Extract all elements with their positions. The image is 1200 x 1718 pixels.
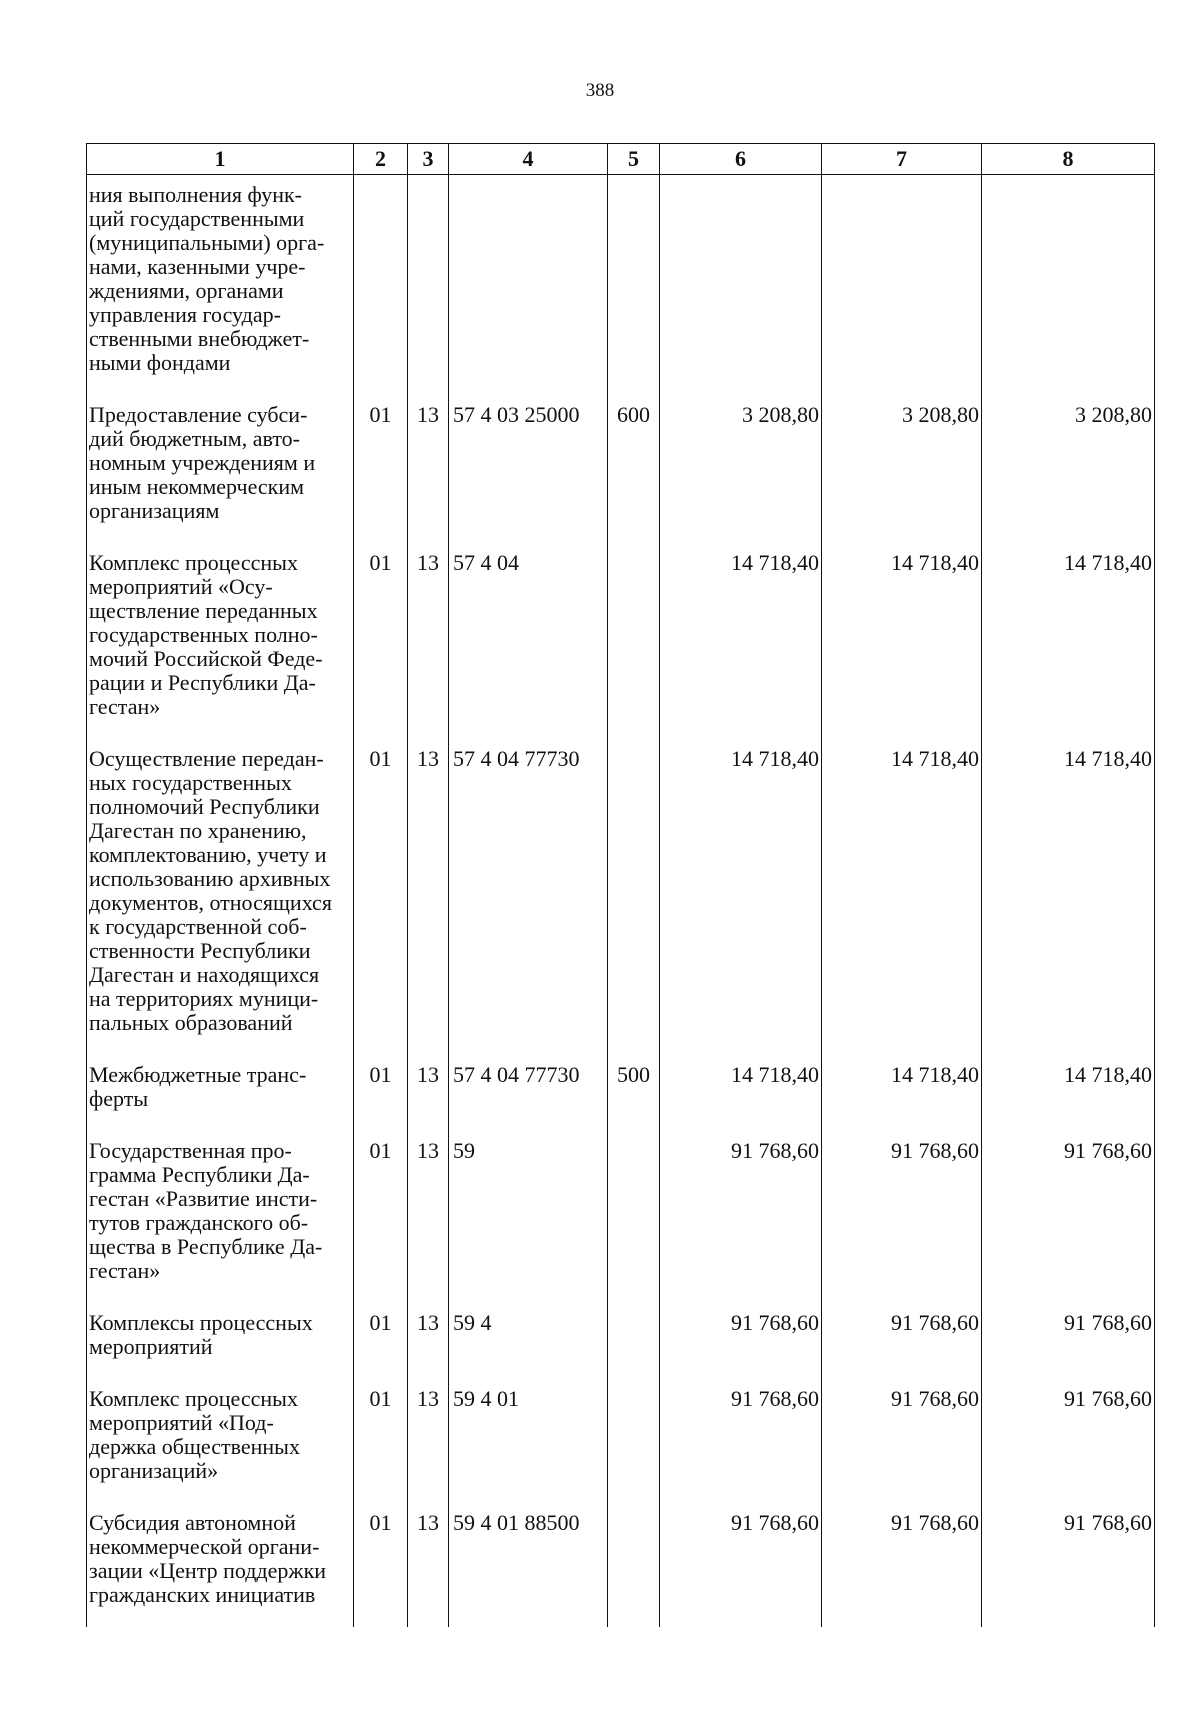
cell-target-code: 57 4 04 77730: [449, 747, 608, 1063]
cell-amount-8: 91 768,60: [982, 1139, 1155, 1311]
cell-section: 01: [354, 1139, 408, 1311]
row-name: Субсидия автономной некоммерческой органи- зации «Центр поддержки гражданских инициатив: [87, 1511, 354, 1627]
cell-subsection: 13: [408, 1063, 449, 1139]
cell-section: 01: [354, 1311, 408, 1387]
cell-expense-type: [608, 1387, 660, 1511]
cell-amount-6: 91 768,60: [660, 1311, 822, 1387]
cell-target-code: 59 4 01: [449, 1387, 608, 1511]
header-cell-7: 7: [822, 144, 982, 175]
cell-amount-7: 3 208,80: [822, 403, 982, 551]
cell-amount-7: 14 718,40: [822, 747, 982, 1063]
cell-amount-6: 3 208,80: [660, 403, 822, 551]
cell-amount-6: 91 768,60: [660, 1511, 822, 1627]
cell-amount-6: 14 718,40: [660, 747, 822, 1063]
row-name: Государственная про- грамма Республики Да- гестан «Развитие инсти- тутов гражданского об- щества в Республике Да- гестан»: [87, 1139, 354, 1311]
table-row: [87, 1311, 1155, 1387]
cell-subsection: 13: [408, 747, 449, 1063]
cell-expense-type: [608, 551, 660, 747]
table-row: [87, 551, 1155, 747]
row-name: Комплекс процессных мероприятий «Под- держка общественных организаций»: [87, 1387, 354, 1511]
cell-section: 01: [354, 403, 408, 551]
cell-target-code: 57 4 03 25000: [449, 403, 608, 551]
cell-expense-type: [608, 747, 660, 1063]
budget-table: [86, 143, 1155, 1627]
cell-subsection: 13: [408, 1311, 449, 1387]
cell-section: 01: [354, 1387, 408, 1511]
row-name: Комплекс процессных мероприятий «Осу- ществление переданных государственных полно- мочий Российской Феде- рации и Республики Да- гестан»: [87, 551, 354, 747]
header-cell-2: 2: [354, 144, 408, 175]
cell-section: 01: [354, 1063, 408, 1139]
cell-amount-7: 91 768,60: [822, 1311, 982, 1387]
cell-subsection: 13: [408, 1511, 449, 1627]
header-cell-3: 3: [408, 144, 449, 175]
table-row: [87, 747, 1155, 1063]
header-cell-4: 4: [449, 144, 608, 175]
cell-amount-6: 91 768,60: [660, 1387, 822, 1511]
cell-subsection: 13: [408, 403, 449, 551]
cell-target-code: 57 4 04 77730: [449, 1063, 608, 1139]
cell-subsection: 13: [408, 1139, 449, 1311]
cell-target-code: [449, 175, 608, 404]
row-name: Комплексы процессных мероприятий: [87, 1311, 354, 1387]
cell-amount-8: 91 768,60: [982, 1311, 1155, 1387]
cell-subsection: 13: [408, 551, 449, 747]
cell-amount-6: 91 768,60: [660, 1139, 822, 1311]
row-name: Предоставление субси- дий бюджетным, авто- номным учреждениям и иным некоммерческим организациям: [87, 403, 354, 551]
cell-section: 01: [354, 747, 408, 1063]
cell-amount-8: 3 208,80: [982, 403, 1155, 551]
cell-target-code: 59: [449, 1139, 608, 1311]
cell-expense-type: 500: [608, 1063, 660, 1139]
cell-amount-6: [660, 175, 822, 404]
cell-expense-type: [608, 175, 660, 404]
header-cell-6: 6: [660, 144, 822, 175]
cell-expense-type: [608, 1311, 660, 1387]
cell-section: [354, 175, 408, 404]
page-number: 388: [585, 80, 615, 101]
cell-amount-7: 14 718,40: [822, 551, 982, 747]
cell-expense-type: [608, 1139, 660, 1311]
table-row: [87, 1139, 1155, 1311]
header-cell-5: 5: [608, 144, 660, 175]
cell-amount-8: 14 718,40: [982, 1063, 1155, 1139]
header-cell-1: 1: [87, 144, 354, 175]
cell-subsection: [408, 175, 449, 404]
header-row: [87, 144, 1155, 175]
cell-amount-7: 91 768,60: [822, 1139, 982, 1311]
cell-amount-7: [822, 175, 982, 404]
table-row: [87, 1387, 1155, 1511]
row-name: Межбюджетные транс- ферты: [87, 1063, 354, 1139]
cell-amount-8: 14 718,40: [982, 551, 1155, 747]
row-name: ния выполнения функ- ций государственными (муниципальными) орга- нами, казенными учре- ждениями, органами управления государ- ственными внебюджет- ными фондами: [87, 175, 354, 404]
cell-target-code: 59 4 01 88500: [449, 1511, 608, 1627]
cell-amount-7: 91 768,60: [822, 1511, 982, 1627]
cell-amount-8: 14 718,40: [982, 747, 1155, 1063]
cell-target-code: 59 4: [449, 1311, 608, 1387]
table-row: [87, 403, 1155, 551]
cell-amount-7: 91 768,60: [822, 1387, 982, 1511]
cell-amount-6: 14 718,40: [660, 551, 822, 747]
table-row: [87, 1511, 1155, 1627]
table-row: [87, 1063, 1155, 1139]
cell-target-code: 57 4 04: [449, 551, 608, 747]
cell-expense-type: [608, 1511, 660, 1627]
table-row: [87, 175, 1155, 404]
cell-section: 01: [354, 1511, 408, 1627]
table-body: [87, 175, 1155, 1628]
cell-subsection: 13: [408, 1387, 449, 1511]
row-name: Осуществление передан- ных государственных полномочий Республики Дагестан по хранению, комплектованию, учету и использованию архивных документов, относящихся к государственной соб- ственности Республики Дагестан и находящихся на территориях муници- пальных образований: [87, 747, 354, 1063]
cell-section: 01: [354, 551, 408, 747]
cell-amount-8: [982, 175, 1155, 404]
cell-amount-6: 14 718,40: [660, 1063, 822, 1139]
cell-expense-type: 600: [608, 403, 660, 551]
cell-amount-8: 91 768,60: [982, 1387, 1155, 1511]
cell-amount-7: 14 718,40: [822, 1063, 982, 1139]
cell-amount-8: 91 768,60: [982, 1511, 1155, 1627]
header-cell-8: 8: [982, 144, 1155, 175]
